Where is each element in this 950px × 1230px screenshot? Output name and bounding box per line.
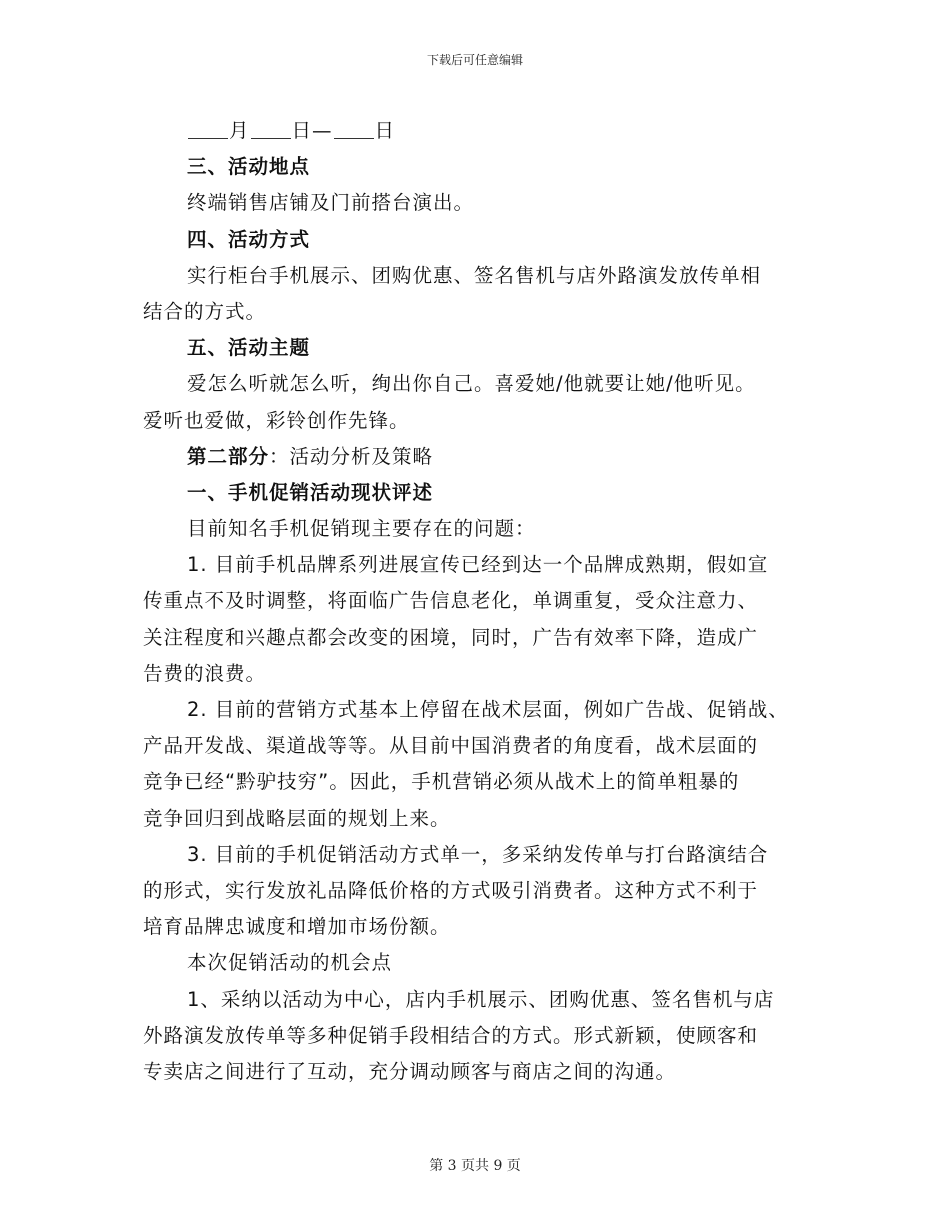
text-line: 告费的浪费。 xyxy=(143,661,267,685)
text-line: 2. 目前的营销方式基本上停留在战术层面，例如广告战、促销战、 xyxy=(187,698,789,721)
date-range-line xyxy=(143,113,807,149)
page-header: 下载后可任意编辑 xyxy=(426,53,523,67)
text-line: 实行柜台手机展示、团购优惠、签名售机与店外路演发放传单相 xyxy=(187,263,762,287)
document-body xyxy=(143,113,807,1090)
text-line: 关注程度和兴趣点都会改变的困境，同时，广告有效率下降，造成广 xyxy=(143,625,759,649)
day-blank-1 xyxy=(251,118,291,139)
paragraph-lines xyxy=(143,149,807,1090)
month-blank xyxy=(188,118,228,139)
day-suffix-1: 日— xyxy=(291,119,333,142)
section-heading: 三、活动地点 xyxy=(187,155,311,179)
text-line: 1. 目前手机品牌系列进展宣传已经到达一个品牌成熟期，假如宣 xyxy=(187,553,769,577)
day-blank-2 xyxy=(334,118,374,139)
section-title-rest: ：活动分析及策略 xyxy=(269,444,434,468)
section-heading: 四、活动方式 xyxy=(187,227,311,251)
text-line xyxy=(143,439,807,475)
day-suffix-2: 日 xyxy=(374,119,396,142)
page-footer: 第 3 页共 9 页 xyxy=(429,1158,521,1174)
text-line: 竞争已经“黔驴技穷”。因此，手机营销必须从战术上的简单粗暴的 xyxy=(143,770,740,794)
text-line: 终端销售店铺及门前搭台演出。 xyxy=(187,191,475,215)
text-line: 专卖店之间进行了互动，充分调动顾客与商店之间的沟通。 xyxy=(143,1059,677,1083)
text-line: 3. 目前的手机促销活动方式单一，多采纳发传单与打台路演结合 xyxy=(187,842,769,866)
text-line: 培育品牌忠诚度和增加市场份额。 xyxy=(143,915,451,939)
text-line: 爱听也爱做，彩铃创作先锋。 xyxy=(143,408,410,432)
text-line: 爱怎么听就怎么听，绚出你自己。喜爱她/他就要让她/他听见。 xyxy=(187,372,756,396)
section-heading: 一、手机促销活动现状评述 xyxy=(187,480,434,504)
text-line: 本次促销活动的机会点 xyxy=(187,951,393,975)
text-line: 结合的方式。 xyxy=(143,299,267,323)
section-prefix: 第二部分 xyxy=(187,444,270,468)
text-line: 外路演发放传单等多种促销手段相结合的方式。形式新颖，使顾客和 xyxy=(143,1023,759,1047)
text-line: 1、采纳以活动为中心，店内手机展示、团购优惠、签名售机与店 xyxy=(187,987,775,1011)
section-heading: 五、活动主题 xyxy=(187,336,311,360)
text-line: 产品开发战、渠道战等等。从目前中国消费者的角度看，战术层面的 xyxy=(143,734,759,758)
text-line: 竞争回归到战略层面的规划上来。 xyxy=(143,806,451,830)
text-line: 的形式，实行发放礼品降低价格的方式吸引消费者。这种方式不利于 xyxy=(143,878,759,902)
text-line: 目前知名手机促销现主要存在的问题： xyxy=(187,517,536,541)
month-suffix: 月 xyxy=(229,119,250,142)
text-line: 传重点不及时调整，将面临广告信息老化，单调重复，受众注意力、 xyxy=(143,589,759,613)
